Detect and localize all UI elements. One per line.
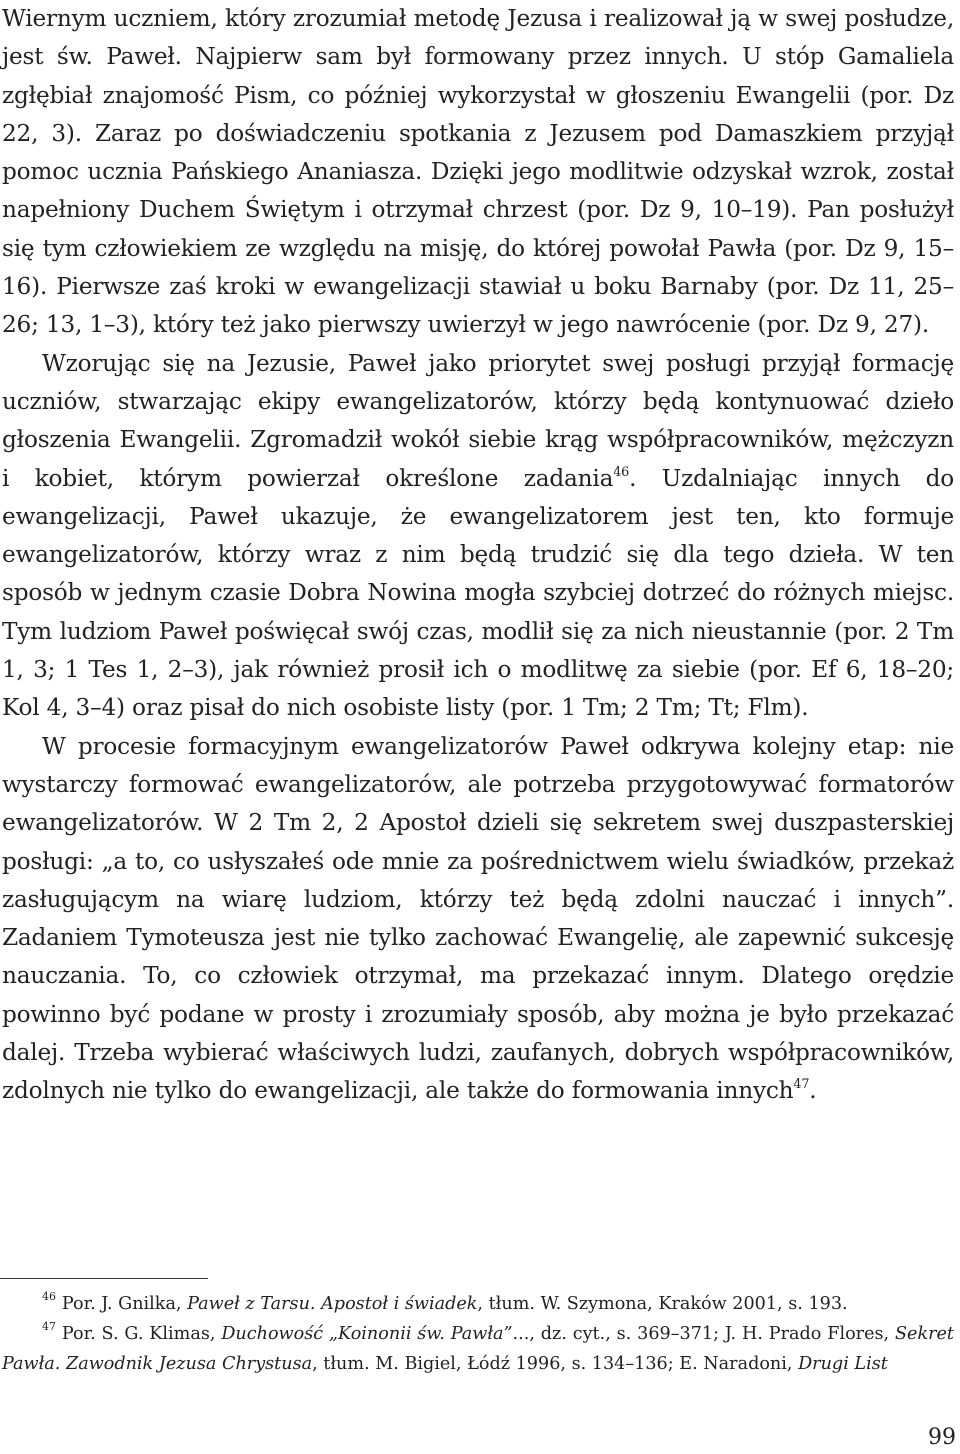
footnote-47	[2, 1319, 954, 1379]
footnote-ref-47[interactable]: 47	[793, 1077, 810, 1093]
footnote-separator	[0, 1278, 208, 1279]
footnote-46-title: Paweł z Tarsu. Apostoł i świadek	[187, 1294, 478, 1314]
footnote-46-number: 46	[42, 1290, 56, 1304]
footnote-47-text-c: , tłum. M. Bigiel, Łódź 1996, s. 134–136; E. Naradoni,	[312, 1354, 799, 1374]
paragraph-2	[2, 345, 954, 728]
paragraph-3	[2, 728, 954, 1111]
footnote-47-title-1: Duchowość „Koinonii św. Pawła”	[221, 1324, 513, 1344]
footnote-47-title-2: Sekret Pawła. Zawodnik Jezusa Chrystusa	[2, 1324, 955, 1374]
paragraph-3-text-b: .	[809, 1077, 817, 1105]
paragraph-2-text-a: Wzorując się na Jezusie, Paweł jako priorytet swej posługi przyjął formację uczniów, stwarzając ekipy ewangelizatorów, którzy będą kontynuować dzieło głoszenia Ewangelii. Zgromadził wokół siebie krąg współpracowników, mężczyzn i kobiet, którym powierzał określone zadania	[2, 349, 954, 492]
main-text	[2, 0, 954, 1111]
footnote-47-title-3: Drugi List	[798, 1354, 888, 1374]
paragraph-3-text-a: W procesie formacyjnym ewangelizatorów Paweł odkrywa kolejny etap: nie wystarczy formować ewangelizatorów, ale potrzeba przygotowywać formatorów ewangelizatorów. W 2 Tm 2, 2 Apostoł dzieli się sekretem swej duszpasterskiej posługi: „a to, co usłyszałeś ode mnie za pośrednictwem wielu świadków, przekaż zasługującym na wiarę ludziom, którzy też będą zdolni nauczać i innych”. Zadaniem Tymoteusza jest nie tylko zachować Ewangelię, ale zapewnić sukcesję nauczania. To, co człowiek otrzymał, ma przekazać innym. Dlatego orędzie powinno być podane w prosty i zrozumiały sposób, aby można je było przekazać dalej. Trzeba wybierać właściwych ludzi, zaufanych, dobrych współpracowników, zdolnych nie tylko do ewangelizacji, ale także do formowania innych	[2, 732, 954, 1105]
footnotes	[2, 1289, 954, 1379]
paragraph-1-text: Wiernym uczniem, który zrozumiał metodę Jezusa i realizował ją w swej posłudze, jest św. Paweł. Najpierw sam był formowany przez innych. U stóp Gamaliela zgłębiał znajomość Pism, co później wykorzystał w głoszeniu Ewangelii (por. Dz 22, 3). Zaraz po doświadczeniu spotkania z Jezusem pod Damaszkiem przyjął pomoc ucznia Pańskiego Ananiasza. Dzięki jego modlitwie odzyskał wzrok, został napełniony Duchem Świętym i otrzymał chrzest (por. Dz 9, 10–19). Pan posłużył się tym człowiekiem ze względu na misję, do której powołał Pawła (por. Dz 9, 15–16). Pierwsze zaś kroki w ewangelizacji stawiał u boku Barnaby (por. Dz 11, 25–26; 13, 1–3), który też jako pierwszy uwierzył w jego nawrócenie (por. Dz 9, 27).	[2, 5, 954, 339]
footnote-46-text-b: , tłum. W. Szymona, Kraków 2001, s. 193.	[477, 1294, 848, 1314]
footnote-ref-46[interactable]: 46	[613, 464, 630, 480]
page-number: 99	[928, 1425, 956, 1450]
footnote-46	[2, 1289, 954, 1319]
footnote-47-number: 47	[42, 1320, 56, 1334]
footnote-47-text-a: Por. S. G. Klimas,	[61, 1324, 222, 1344]
paragraph-2-text-b: . Uzdalniając innych do ewangelizacji, Paweł ukazuje, że ewangelizatorem jest ten, kto formuje ewangelizatorów, którzy wraz z nim będą trudzić się dla tego dzieła. W ten sposób w jednym czasie Dobra Nowina mogła szybciej dotrzeć do różnych miejsc. Tym ludziom Paweł poświęcał swój czas, modlił się za nich nieustannie (por. 2 Tm 1, 3; 1 Tes 1, 2–3), jak również prosił ich o modlitwę za siebie (por. Ef 6, 18–20; Kol 4, 3–4) oraz pisał do nich osobiste listy (por. 1 Tm; 2 Tm; Tt; Flm).	[2, 464, 954, 722]
paragraph-1	[2, 0, 954, 345]
footnote-47-text-b: ..., dz. cyt., s. 369–371; J. H. Prado Flores,	[512, 1324, 895, 1344]
footnote-46-text-a: Por. J. Gnilka,	[61, 1294, 188, 1314]
